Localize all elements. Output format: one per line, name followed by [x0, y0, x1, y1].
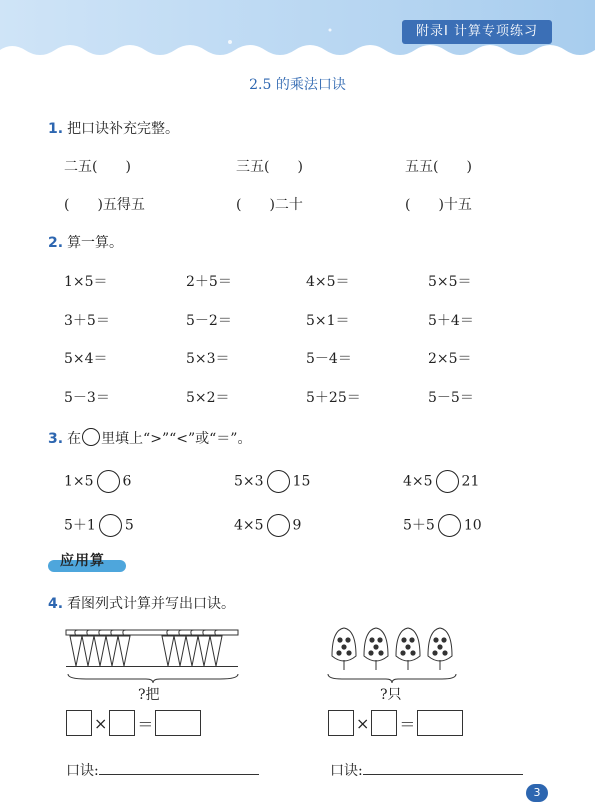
- koujue-label: 口诀:: [66, 763, 99, 779]
- calc-item[interactable]: 5－2＝: [186, 313, 232, 329]
- question-4-number: 4.: [48, 596, 64, 612]
- right-koujue: [330, 760, 523, 780]
- q1-blank[interactable]: ( )二十: [236, 197, 303, 213]
- calc-item[interactable]: 5×5＝: [428, 274, 472, 290]
- calc-item[interactable]: 5＋4＝: [428, 313, 474, 329]
- times-sign: ×: [356, 713, 370, 733]
- brace-icon: [326, 672, 458, 684]
- equals-sign: ＝: [399, 714, 416, 734]
- compare-right: 6: [122, 473, 132, 490]
- answer-box[interactable]: [328, 710, 354, 736]
- compare-right: 15: [292, 473, 311, 490]
- calc-item[interactable]: 5×1＝: [306, 313, 350, 329]
- compare-right: 9: [292, 517, 302, 534]
- compare-circle[interactable]: [267, 470, 290, 493]
- umbrella-rack-illustration: [62, 626, 242, 674]
- koujue-answer-line[interactable]: [99, 760, 259, 775]
- compare-circle[interactable]: [99, 514, 122, 537]
- times-sign: ×: [94, 713, 108, 733]
- circle-icon: [82, 428, 100, 446]
- calc-item[interactable]: 5×4＝: [64, 351, 108, 367]
- calc-item[interactable]: 5＋25＝: [306, 390, 361, 406]
- answer-box[interactable]: [155, 710, 201, 736]
- page-number-badge: 3: [526, 784, 548, 802]
- equals-sign: ＝: [137, 714, 154, 734]
- calc-item[interactable]: 4×5＝: [306, 274, 350, 290]
- question-1-title: [48, 118, 179, 138]
- appendix-tab: 附录Ⅰ 计算专项练习: [402, 20, 552, 44]
- question-1-text: 把口诀补充完整。: [67, 121, 180, 137]
- question-3-number: 3.: [48, 431, 64, 447]
- koujue-answer-line[interactable]: [363, 760, 523, 775]
- calc-item[interactable]: 2＋5＝: [186, 274, 232, 290]
- compare-left: 4×5: [403, 473, 433, 490]
- answer-box[interactable]: [66, 710, 92, 736]
- question-4-title: [48, 593, 235, 613]
- question-3-title: [48, 428, 251, 448]
- calc-item[interactable]: 5×2＝: [186, 390, 230, 406]
- calc-item[interactable]: 5－5＝: [428, 390, 474, 406]
- compare-left: 1×5: [64, 473, 94, 490]
- q1-blank[interactable]: 三五( ): [236, 159, 303, 175]
- right-picture-caption: ?只: [380, 687, 402, 703]
- question-2-text: 算一算。: [67, 235, 124, 251]
- compare-left: 5＋5: [403, 517, 435, 534]
- brace-icon: [66, 672, 240, 684]
- question-2-number: 2.: [48, 235, 64, 251]
- compare-item: [403, 514, 482, 537]
- section-badge-label: 应用算: [60, 553, 105, 569]
- calc-item[interactable]: 1×5＝: [64, 274, 108, 290]
- q1-blank[interactable]: ( )五得五: [64, 197, 145, 213]
- ladybug-leaves-illustration: [326, 626, 466, 676]
- compare-right: 21: [461, 473, 480, 490]
- calc-item[interactable]: 5－4＝: [306, 351, 352, 367]
- compare-right: 10: [463, 517, 482, 534]
- compare-item: [234, 514, 301, 537]
- question-2-title: [48, 232, 123, 252]
- koujue-label: 口诀:: [330, 763, 363, 779]
- calc-item[interactable]: 5×3＝: [186, 351, 230, 367]
- compare-item: [234, 470, 310, 493]
- answer-box[interactable]: [417, 710, 463, 736]
- q1-blank[interactable]: 五五( ): [405, 159, 472, 175]
- compare-item: [64, 470, 131, 493]
- compare-left: 5＋1: [64, 517, 96, 534]
- section-badge: [52, 548, 122, 576]
- question-3-text-before: 在: [67, 431, 82, 447]
- compare-right: 5: [124, 517, 134, 534]
- q1-blank[interactable]: ( )十五: [405, 197, 472, 213]
- compare-circle[interactable]: [436, 470, 459, 493]
- compare-item: [64, 514, 134, 537]
- answer-box[interactable]: [109, 710, 135, 736]
- calc-item[interactable]: 2×5＝: [428, 351, 472, 367]
- compare-left: 5×3: [234, 473, 264, 490]
- compare-circle[interactable]: [97, 470, 120, 493]
- left-koujue: [66, 760, 259, 780]
- compare-circle[interactable]: [438, 514, 461, 537]
- right-equation: [328, 710, 463, 736]
- answer-box[interactable]: [371, 710, 397, 736]
- q1-blank[interactable]: 二五( ): [64, 159, 131, 175]
- question-4-text: 看图列式计算并写出口诀。: [67, 596, 236, 612]
- compare-left: 4×5: [234, 517, 264, 534]
- calc-item[interactable]: 3＋5＝: [64, 313, 110, 329]
- question-1-number: 1.: [48, 121, 64, 137]
- left-equation: [66, 710, 201, 736]
- calc-item[interactable]: 5－3＝: [64, 390, 110, 406]
- question-3-text-after: 里填上“>”“<”或“＝”。: [101, 431, 252, 447]
- compare-item: [403, 470, 479, 493]
- left-picture-caption: ?把: [138, 687, 160, 703]
- page-title: 2.5 的乘法口诀: [249, 77, 346, 93]
- compare-circle[interactable]: [267, 514, 290, 537]
